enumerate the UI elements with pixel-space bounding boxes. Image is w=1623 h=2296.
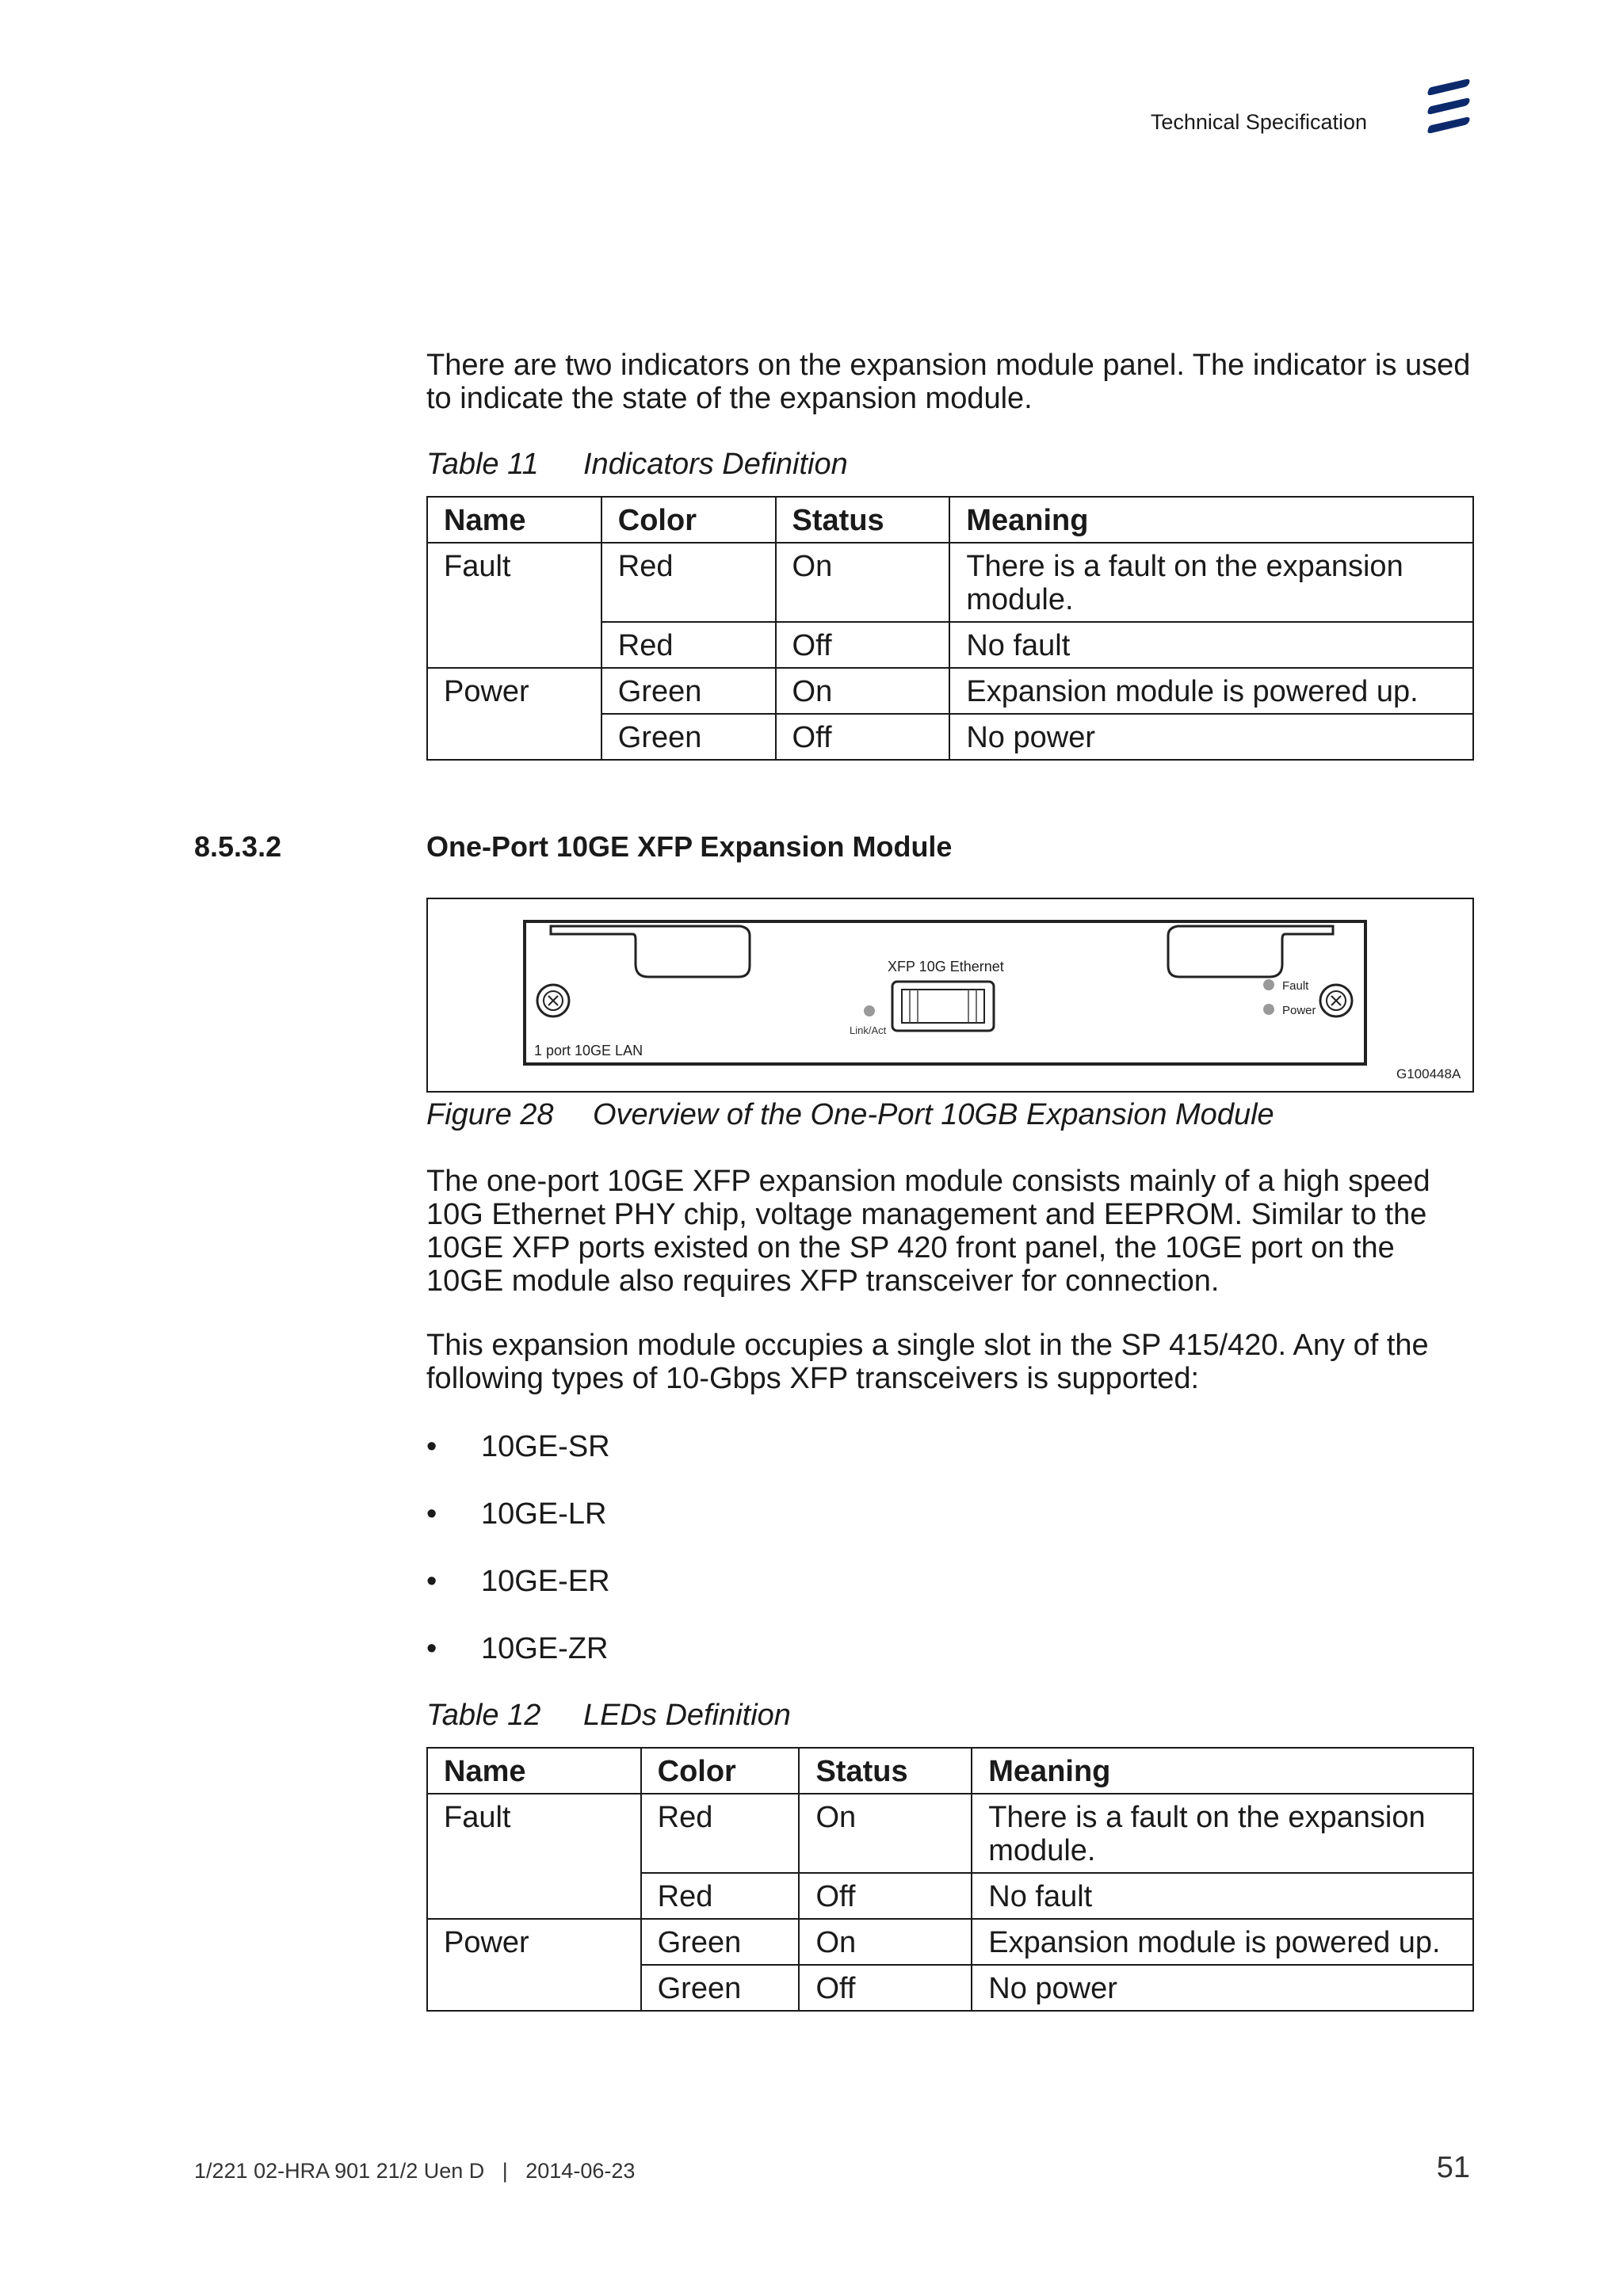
bullet-mark: •	[426, 1632, 437, 1665]
cell-status: Off	[799, 1873, 972, 1919]
table-12-caption	[426, 1699, 1474, 1733]
cell-status: Off	[776, 714, 950, 760]
cell-meaning: There is a fault on the expansion module.	[972, 1794, 1473, 1873]
header-name: Name	[427, 1748, 641, 1794]
power-label: Power	[1282, 1004, 1316, 1017]
table-row	[427, 1794, 1473, 1873]
header-name: Name	[427, 497, 601, 543]
slot-description: This expansion module occupies a single slot in the SP 415/420. Any of the following types of 10-Gbps XFP transceivers is supported:	[426, 1329, 1429, 1395]
cell-status: Off	[799, 1965, 972, 2011]
cell-color: Red	[641, 1873, 800, 1919]
cell-color: Green	[641, 1919, 800, 1965]
cell-color: Green	[601, 668, 776, 714]
bullet-mark: •	[426, 1497, 437, 1531]
list-item-text: 10GE-LR	[481, 1497, 607, 1531]
cell-meaning: There is a fault on the expansion module.	[949, 543, 1473, 622]
table-12-title: LEDs Definition	[583, 1699, 791, 1732]
cell-meaning: No power	[949, 714, 1473, 760]
table-12-number: Table 12	[426, 1699, 541, 1732]
header-color: Color	[641, 1748, 800, 1794]
cell-color: Red	[601, 622, 776, 668]
cell-color: Green	[601, 714, 776, 760]
figure-caption	[426, 1098, 1474, 1132]
list-item-text: 10GE-ZR	[481, 1632, 609, 1665]
cell-status: On	[799, 1794, 972, 1873]
cell-color: Red	[641, 1794, 800, 1873]
cell-name: Fault	[427, 1794, 641, 1919]
cell-meaning: Expansion module is powered up.	[949, 668, 1473, 714]
module-figure	[426, 898, 1474, 1093]
cell-name: Power	[427, 1919, 641, 2011]
cell-status: On	[776, 668, 950, 714]
cell-meaning: No power	[972, 1965, 1473, 2011]
indicators-table	[426, 496, 1474, 761]
leds-table	[426, 1747, 1474, 2012]
table-row	[427, 668, 1473, 714]
bullet-mark: •	[426, 1430, 437, 1463]
cell-meaning: Expansion module is powered up.	[972, 1919, 1473, 1965]
cell-status: On	[799, 1919, 972, 1965]
list-item-text: 10GE-SR	[481, 1430, 610, 1463]
link-act-led-icon	[864, 1005, 875, 1016]
table-header-row	[427, 1748, 1473, 1794]
figure-code: G100448A	[1396, 1066, 1461, 1081]
footer-doc-id: 1/221 02-HRA 901 21/2 Uen D | 2014-06-23	[194, 2159, 636, 2183]
figure-title: Overview of the One-Port 10GB Expansion Module	[593, 1098, 1274, 1131]
table-row	[427, 543, 1473, 622]
cell-meaning: No fault	[972, 1873, 1473, 1919]
cell-status: On	[776, 543, 950, 622]
cell-status: Off	[776, 622, 950, 668]
lan-label: 1 port 10GE LAN	[534, 1043, 643, 1058]
fault-led-icon	[1263, 979, 1274, 990]
table-11-number: Table 11	[426, 448, 539, 481]
table-row	[427, 1919, 1473, 1965]
header-meaning: Meaning	[972, 1748, 1473, 1794]
ericsson-logo-icon	[1426, 76, 1471, 135]
list-item-text: 10GE-ER	[481, 1565, 610, 1598]
header-status: Status	[799, 1748, 972, 1794]
header-status: Status	[776, 497, 950, 543]
page-number: 51	[1436, 2151, 1470, 2184]
bullet-mark: •	[426, 1565, 437, 1598]
cell-color: Red	[601, 543, 776, 622]
xfp-port-icon	[892, 982, 994, 1031]
left-screw-icon	[537, 985, 569, 1016]
header-color: Color	[601, 497, 776, 543]
cell-color: Green	[641, 1965, 800, 2011]
right-screw-icon	[1320, 985, 1352, 1016]
xfp-label: XFP 10G Ethernet	[888, 959, 1004, 974]
module-drawing	[428, 899, 1472, 1091]
cell-name: Fault	[427, 543, 601, 668]
section-number: 8.5.3.2	[194, 830, 282, 863]
module-description: The one-port 10GE XFP expansion module consists mainly of a high speed 10G Ethernet PHY chip, voltage management and EEPROM. Similar to the 10GE XFP ports existed on the SP 420 front panel, the 10GE port on the 10GE module also requires XFP transceiver for connection.	[426, 1165, 1430, 1298]
table-11-caption	[426, 448, 1474, 482]
header-label: Technical Specification	[1150, 110, 1367, 134]
power-led-icon	[1263, 1004, 1274, 1015]
link-act-label: Link/Act	[850, 1024, 887, 1036]
cell-name: Power	[427, 668, 601, 760]
table-header-row	[427, 497, 1473, 543]
fault-label: Fault	[1282, 979, 1309, 993]
header-meaning: Meaning	[949, 497, 1473, 543]
intro-paragraph: There are two indicators on the expansion module panel. The indicator is used to indicate the state of the expansion module.	[426, 349, 1471, 415]
figure-number: Figure 28	[426, 1098, 554, 1131]
cell-meaning: No fault	[949, 622, 1473, 668]
table-11-title: Indicators Definition	[583, 448, 848, 481]
section-title: One-Port 10GE XFP Expansion Module	[426, 830, 953, 863]
